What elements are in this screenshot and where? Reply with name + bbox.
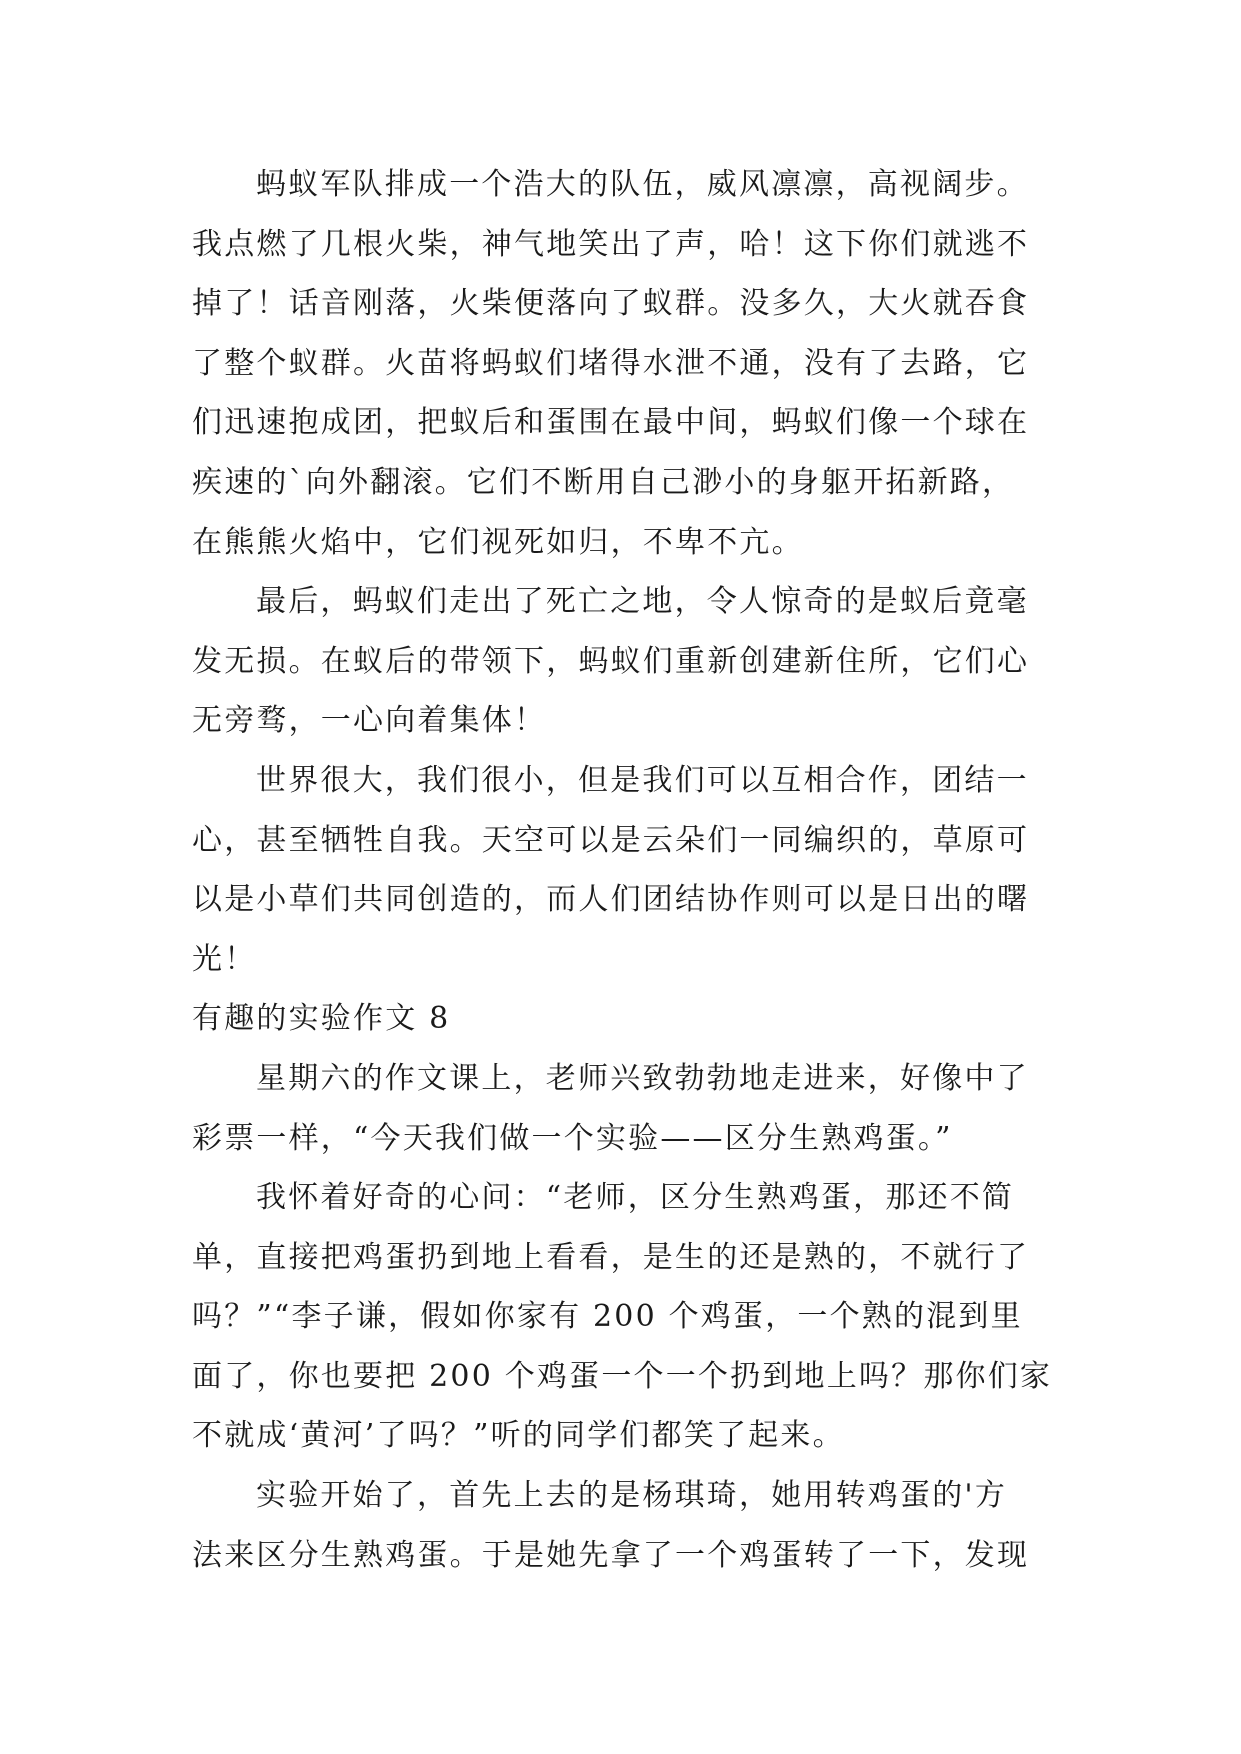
text-line: 实验开始了，首先上去的是杨琪琦，她用转鸡蛋的'方 — [256, 1478, 1008, 1514]
text-line: 蚂蚁军队排成一个浩大的队伍，威风凛凛，高视阔步。 — [256, 167, 1029, 202]
text-line: 单，直接把鸡蛋扔到地上看看，是生的还是熟的，不就行了 — [192, 1239, 1030, 1275]
text-line: 我点燃了几根火柴，神气地笑出了声，哈！这下你们就逃不 — [192, 226, 1030, 262]
document-body — [192, 155, 1072, 1585]
text-line: 我怀着好奇的心问：“老师，区分生熟鸡蛋，那还不简 — [256, 1180, 1015, 1216]
text-line: 最后，蚂蚁们走出了死亡之地，令人惊奇的是蚁后竟毫 — [256, 584, 1029, 620]
text-line: 掉了！话音刚落，火柴便落向了蚁群。没多久，大火就吞食 — [192, 286, 1030, 322]
text-line: 面了，你也要把 200 个鸡蛋一个一个扔到地上吗？那你们家 — [192, 1358, 1053, 1394]
text-line: 星期六的作文课上，老师兴致勃勃地走进来，好像中了 — [256, 1060, 1029, 1096]
text-line: 法来区分生熟鸡蛋。于是她先拿了一个鸡蛋转了一下，发现 — [192, 1537, 1030, 1573]
text-line: 以是小草们共同创造的，而人们团结协作则可以是日出的曙 — [192, 882, 1030, 918]
text-line: 疾速的`向外翻滚。它们不断用自己渺小的身躯开拓新路， — [192, 464, 1015, 500]
text-line: 不就成‘黄河’了吗？”听的同学们都笑了起来。 — [192, 1418, 845, 1454]
text-line: 光！ — [192, 941, 257, 977]
text-line: 吗？”“李子谦，假如你家有 200 个鸡蛋，一个熟的混到里 — [192, 1299, 1023, 1335]
text-line: 彩票一样，“今天我们做一个实验——区分生熟鸡蛋。” — [192, 1120, 953, 1156]
text-line: 心，甚至牺牲自我。天空可以是云朵们一同编织的，草原可 — [192, 822, 1030, 858]
text-line: 无旁骛，一心向着集体！ — [192, 703, 547, 739]
text-line: 世界很大，我们很小，但是我们可以互相合作，团结一 — [256, 762, 1029, 798]
text-line: 在熊熊火焰中，它们视死如归，不卑不亢。 — [192, 524, 804, 560]
section-heading: 有趣的实验作文 8 — [192, 1001, 451, 1037]
text-line: 们迅速抱成团，把蚁后和蛋围在最中间，蚂蚁们像一个球在 — [192, 405, 1030, 441]
text-line: 发无损。在蚁后的带领下，蚂蚁们重新创建新住所，它们心 — [192, 643, 1030, 679]
text-line: 了整个蚁群。火苗将蚂蚁们堵得水泄不通，没有了去路，它 — [192, 345, 1030, 381]
